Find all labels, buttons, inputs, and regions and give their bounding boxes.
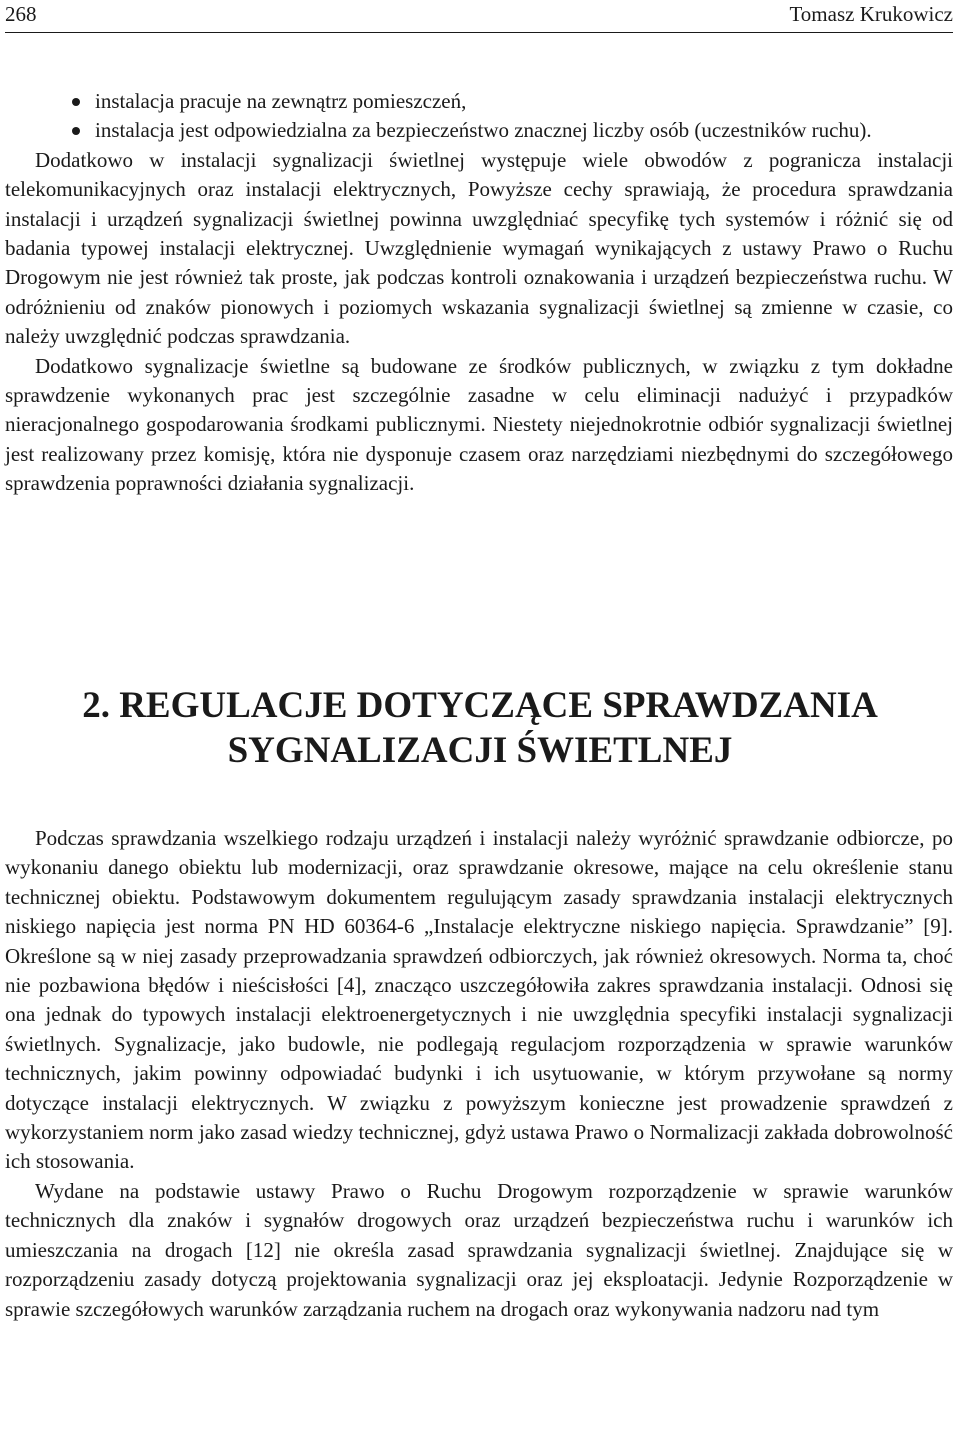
page-number: 268 xyxy=(5,2,37,26)
section-heading-line-2: SYGNALIZACJI ŚWIETLNEJ xyxy=(227,730,733,771)
paragraph: Dodatkowo w instalacji sygnalizacji świetlnej występuje wiele obwodów z pogranicza instalacji telekomunikacyjnych oraz instalacji elektrycznych, Powyższe cechy sprawiają, że procedura sprawdzania instalacji i urządzeń sygnalizacji świetlnej powinna uwzględniać specyfikę tych systemów i różnić się od badania typowej instalacji elektrycznej. Uwzględnienie wymagań wynikających z ustawy Prawo o Ruchu Drogowym nie jest również tak proste, jak podczas kontroli oznakowania i urządzeń bezpieczeństwa ruchu. W odróżnieniu od znaków pionowych i poziomych wskazania sygnalizacji świetlnej są zmienne w czasie, co należy uwzględnić podczas sprawdzania. xyxy=(5,147,953,349)
header-rule xyxy=(5,32,953,33)
list-item-text: instalacja pracuje na zewnątrz pomieszczeń, xyxy=(95,89,467,113)
running-head-author: Tomasz Krukowicz xyxy=(789,2,953,26)
list-item xyxy=(5,116,953,145)
paragraph: Podczas sprawdzania wszelkiego rodzaju urządzeń i instalacji należy wyróżnić sprawdzanie odbiorcze, po wykonaniu danego obiektu lub modernizacji, oraz sprawdzanie okresowe, mające na celu określenie stanu technicznej obiektu. Podstawowym dokumentem regulującym zasady sprawdzania instalacji elektrycznych niskiego napięcia jest norma PN HD 60364-6 „Instalacje elektryczne niskiego napięcia. Sprawdzanie” [9]. Określone są w niej zasady przeprowadzania sprawdzeń odbiorczych, jak również okresowych. Norma ta, choć nie pozbawiona błędów i nieścisłości [4], znacząco uszczegółowiła zakres sprawdzania instalacji. Odnosi się ona jednak do typowych instalacji elektroenergetycznych i nie uwzględnia specyfiki instalacji sygnalizacji świetlnych. Sygnalizacje, jako budowle, nie podlegają regulacjom rozporządzenia w sprawie warunków technicznych, jakim powinny odpowiadać budynki i ich usytuowanie, w którym przywołane są normy dotyczące instalacji elektrycznych. W związku z powyższym konieczne jest prowadzenie sprawdzeń z wykorzystaniem norm jako zasad wiedzy technicznej, gdyż ustawa Prawo o Normalizacji zakłada dobrowolność ich stosowania. xyxy=(5,826,953,1174)
body-text-top xyxy=(5,87,953,499)
bullet-icon xyxy=(72,98,80,106)
running-header xyxy=(5,1,953,29)
paragraph: Dodatkowo sygnalizacje świetlne są budowane ze środków publicznych, w związku z tym dokładne sprawdzenie wykonanych prac jest szczególnie zasadne w celu eliminacji nadużyć i przypadków nieracjonalnego gospodarowania środkami publicznymi. Niestety niejednokrotnie odbiór sygnalizacji świetlnej jest realizowany przez komisję, która nie dysponuje czasem oraz narzędziami niezbędnymi do szczegółowego sprawdzenia poprawności działania sygnalizacji. xyxy=(5,353,953,496)
section-heading-line-1: 2. REGULACJE DOTYCZĄCE SPRAWDZANIA xyxy=(82,685,878,726)
bullet-icon xyxy=(72,127,80,135)
body-text-bottom xyxy=(5,824,953,1324)
list-item-text: instalacja jest odpowiedzialna za bezpieczeństwo znacznej liczby osób (uczestników ruchu). xyxy=(95,118,872,143)
list-item xyxy=(5,87,953,116)
section-heading xyxy=(0,683,960,773)
paragraph: Wydane na podstawie ustawy Prawo o Ruchu Drogowym rozporządzenie w sprawie warunków technicznych dla znaków i sygnałów drogowych oraz urządzeń bezpieczeństwa ruchu i warunków ich umieszczania na drogach [12] nie określa zasad sprawdzania sygnalizacji świetlnej. Znajdujące się w rozporządzeniu zasady dotyczą projektowania sygnalizacji oraz jej eksploatacji. Jedynie Rozporządzenie w sprawie szczegółowych warunków zarządzania ruchem na drogach oraz wykonywania nadzoru nad tym xyxy=(5,1178,953,1321)
bullet-list xyxy=(5,87,953,146)
